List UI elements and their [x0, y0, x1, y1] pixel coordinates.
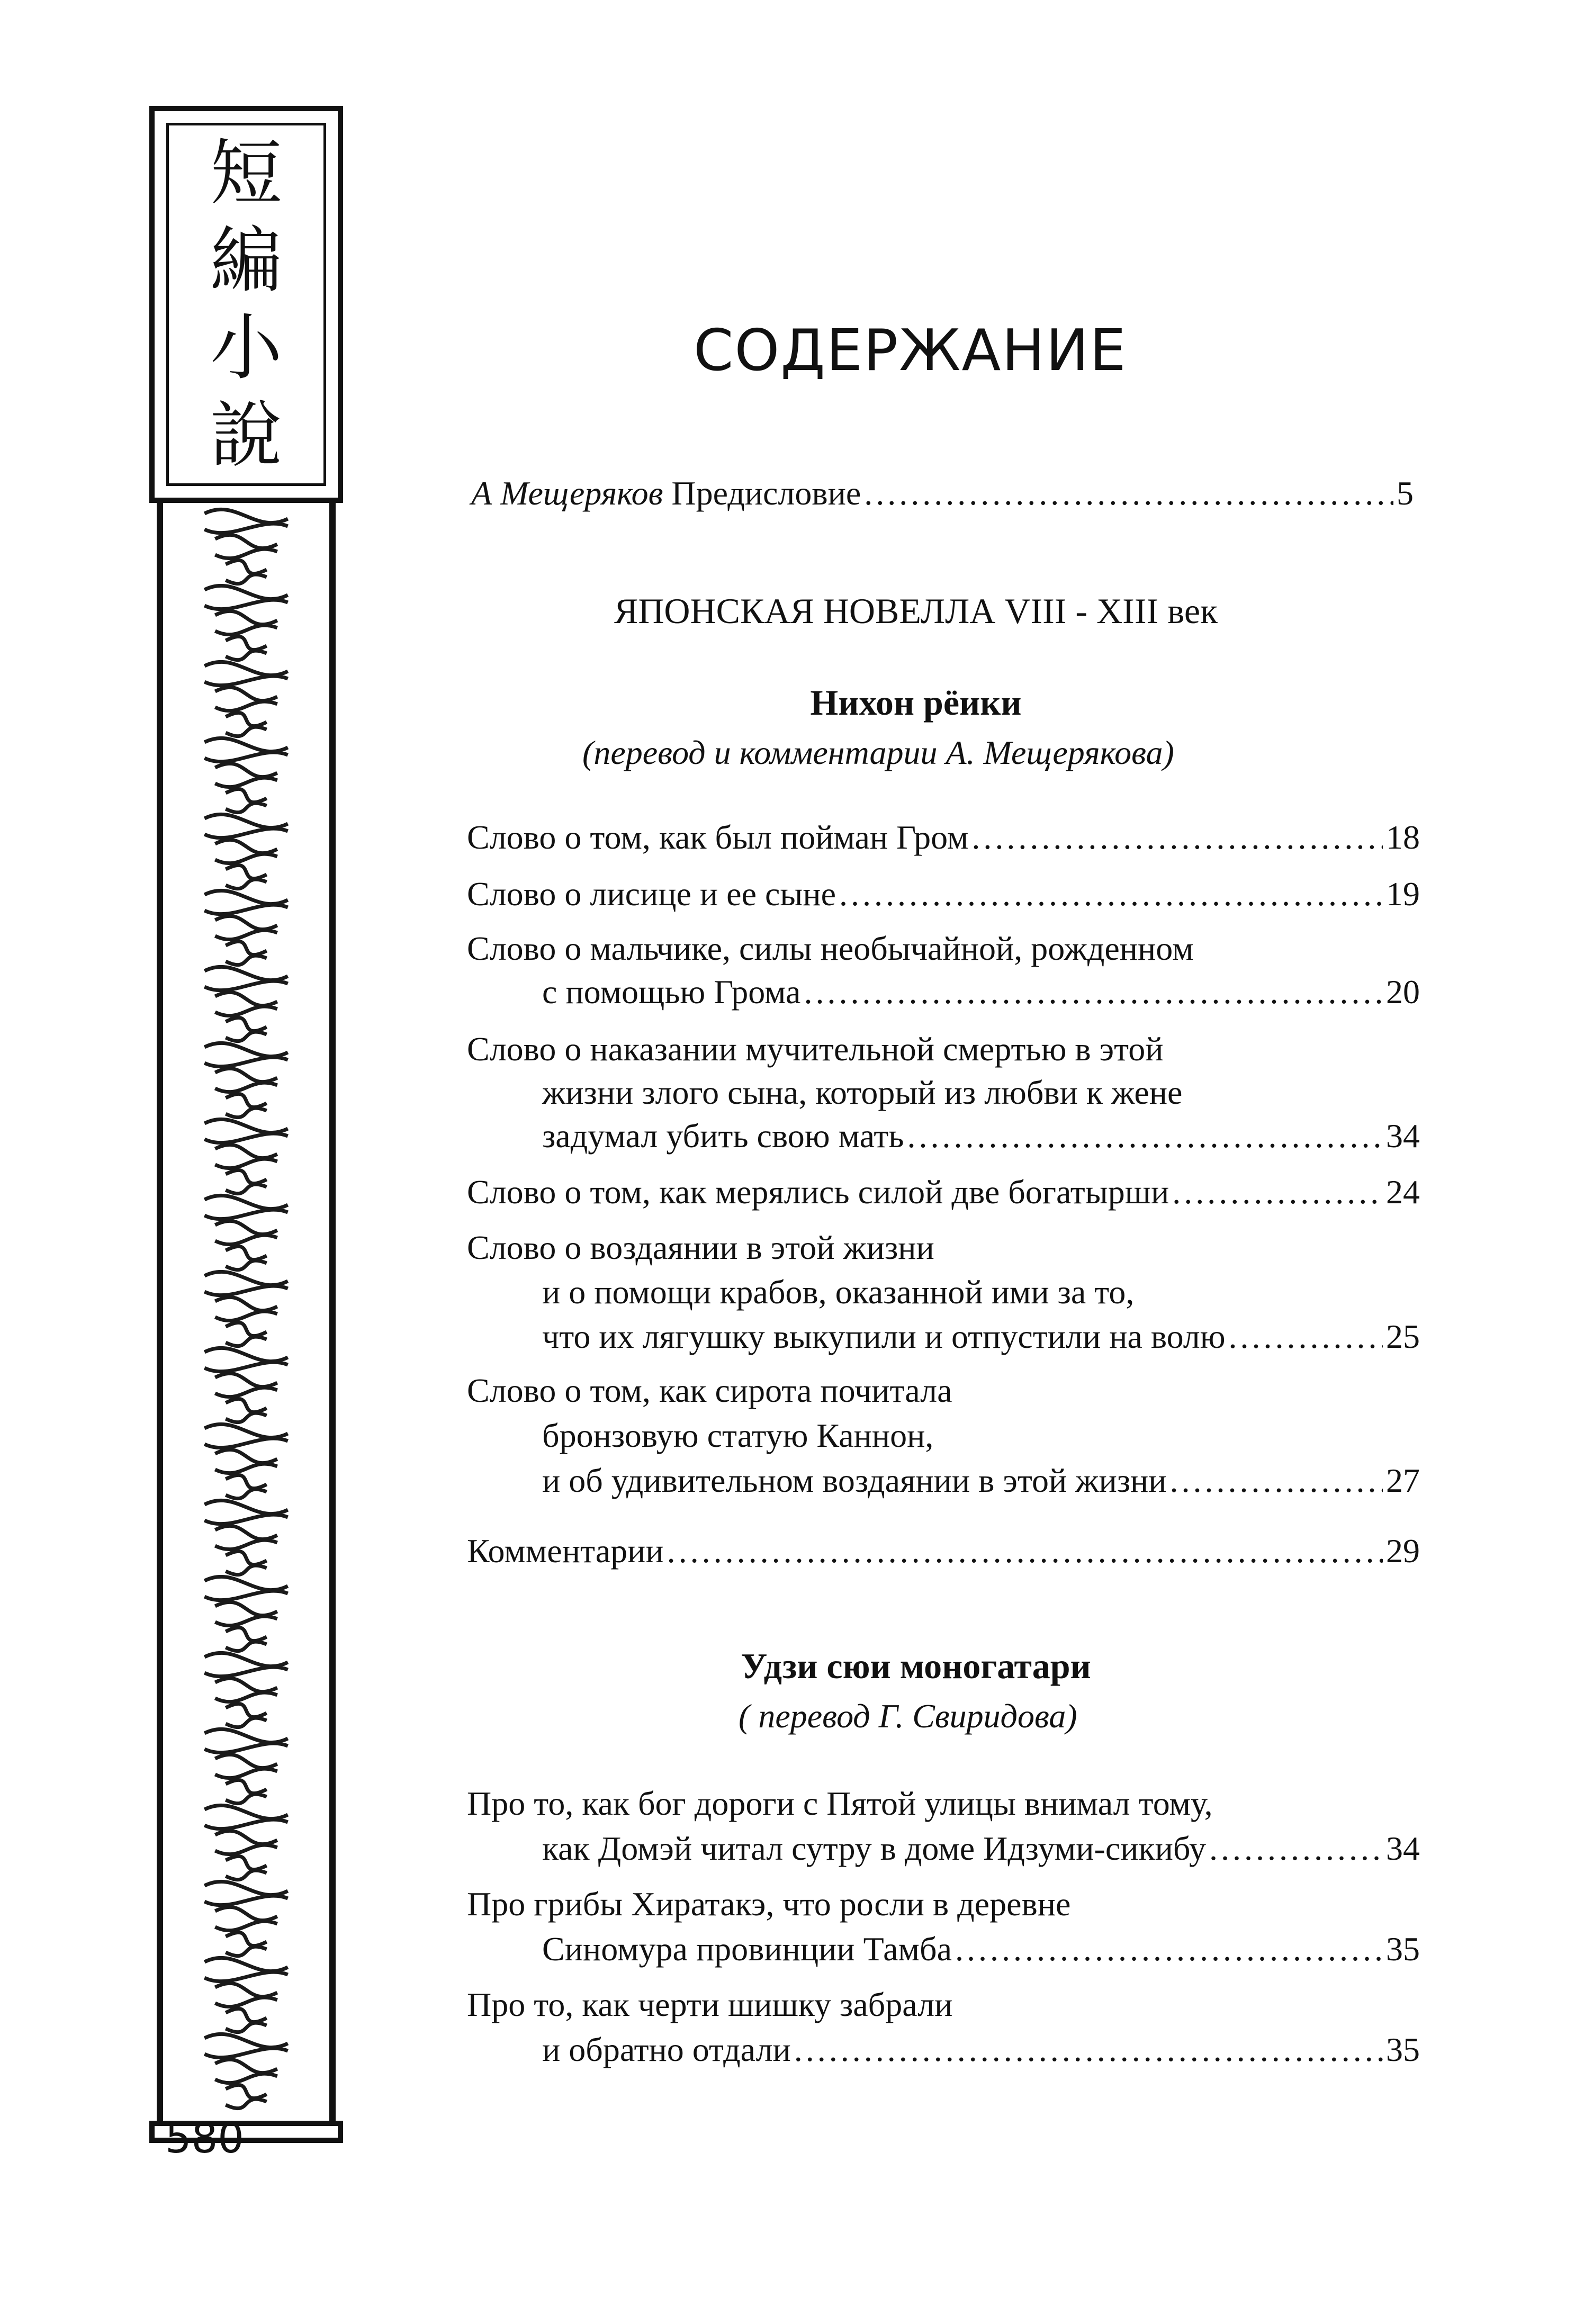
toc-entry[interactable]	[467, 1173, 1420, 1212]
section-title-nihon: Нихон рёики	[810, 682, 1022, 723]
section-note-nihon: (перевод и комментарии А. Мещерякова)	[582, 734, 1174, 771]
toc-entry-title: Слово о том, как был пойман Гром	[467, 818, 969, 856]
toc-entry-title: что их лягушку выкупили и отпустили на волю	[542, 1318, 1226, 1355]
toc-entry-line[interactable]: Про грибы Хиратакэ, что росли в деревне	[467, 1885, 1071, 1923]
toc-entry-preface[interactable]	[471, 474, 1414, 513]
toc-entry-line[interactable]: жизни злого сына, который из любви к жене	[542, 1074, 1183, 1111]
toc-entry-title: Слово о лисице и ее сыне	[467, 875, 836, 913]
toc-entry[interactable]	[542, 1461, 1420, 1500]
toc-entry-author: А Мещеряков	[471, 474, 663, 512]
leader-dots	[1229, 1317, 1383, 1356]
toc-entry-title: и обратно отдали	[542, 2031, 791, 2068]
toc-entry-page: 35	[1386, 1930, 1420, 1968]
toc-entry[interactable]	[467, 818, 1420, 857]
leader-dots	[839, 875, 1383, 914]
toc-entry-page: 19	[1386, 875, 1420, 913]
toc-entry-comments[interactable]	[467, 1532, 1420, 1571]
leader-dots	[667, 1532, 1383, 1571]
toc-entry[interactable]	[542, 1116, 1420, 1156]
leader-dots	[971, 818, 1383, 857]
toc-entry[interactable]	[542, 1829, 1420, 1868]
section-title-udzi: Удзи сюи моногатари	[741, 1646, 1091, 1686]
leader-dots	[864, 474, 1393, 513]
toc-entry-line[interactable]: Про то, как черти шишку забрали	[467, 1986, 953, 2023]
page-number: 580	[165, 2115, 244, 2163]
toc-entry-page: 34	[1386, 1830, 1420, 1867]
toc-entry-line[interactable]: Слово о наказании мучительной смертью в этой	[467, 1030, 1164, 1068]
toc-entry-title: с помощью Грома	[542, 973, 801, 1011]
toc-entry[interactable]	[542, 1317, 1420, 1356]
toc-entry-title: Комментарии	[467, 1532, 664, 1570]
toc-entry-page: 20	[1386, 973, 1420, 1011]
toc-entry-line[interactable]: Про то, как бог дороги с Пятой улицы внимал тому,	[467, 1785, 1213, 1822]
ornament-pattern	[184, 503, 308, 2123]
side-decoration	[149, 106, 343, 2165]
side-title-char-4: 說	[210, 393, 282, 478]
toc-entry[interactable]	[542, 1930, 1420, 1969]
leader-dots	[804, 972, 1383, 1012]
ornament-strip	[157, 503, 336, 2123]
toc-entry-page: 5	[1397, 474, 1414, 512]
toc-entry[interactable]	[542, 2030, 1420, 2069]
toc-entry[interactable]	[542, 972, 1420, 1012]
toc-entry-line[interactable]: и о помощи крабов, оказанной ими за то,	[542, 1273, 1135, 1311]
toc-entry-page: 29	[1386, 1532, 1420, 1570]
leader-dots	[1169, 1461, 1383, 1500]
leader-dots	[955, 1930, 1383, 1969]
part-title: ЯПОНСКАЯ НОВЕЛЛА VIII - XIII век	[614, 591, 1218, 631]
side-title-char-2: 編	[210, 219, 282, 303]
toc-entry-line[interactable]: бронзовую статую Каннон,	[542, 1417, 934, 1454]
toc-entry-line[interactable]: Слово о мальчике, силы необычайной, рожденном	[467, 930, 1194, 967]
toc-entry-title: Слово о том, как мерялись силой две богатырши	[467, 1173, 1169, 1211]
side-title-char-1: 短	[210, 131, 282, 215]
page-title: СОДЕРЖАНИЕ	[694, 318, 1127, 384]
section-note-udzi: ( перевод Г. Свиридова)	[739, 1697, 1077, 1735]
toc-entry-title: и об удивительном воздаянии в этой жизни	[542, 1462, 1167, 1499]
toc-entry-page: 24	[1386, 1173, 1420, 1211]
toc-entry-title: Предисловие	[671, 474, 861, 512]
toc-entry-page: 18	[1386, 818, 1420, 856]
toc-entry-line[interactable]: Слово о том, как сирота почитала	[467, 1372, 952, 1409]
ornament-vine	[204, 509, 287, 2108]
toc-entry-page: 34	[1386, 1117, 1420, 1155]
toc-entry-page: 35	[1386, 2031, 1420, 2068]
side-title-box	[149, 106, 343, 503]
leader-dots	[1209, 1829, 1383, 1868]
leader-dots	[1172, 1173, 1383, 1212]
side-title-char-3: 小	[210, 306, 282, 390]
toc-entry-page: 27	[1386, 1462, 1420, 1499]
toc-entry-title: Синомура провинции Тамба	[542, 1930, 952, 1968]
toc-entry-page: 25	[1386, 1318, 1420, 1355]
leader-dots	[907, 1116, 1383, 1156]
toc-entry[interactable]	[467, 875, 1420, 914]
toc-entry-title: как Домэй читал сутру в доме Идзуми-сикибу	[542, 1830, 1206, 1867]
toc-entry-title: задумал убить свою мать	[542, 1117, 904, 1155]
toc-entry-line[interactable]: Слово о воздаянии в этой жизни	[467, 1229, 934, 1266]
leader-dots	[794, 2030, 1383, 2069]
